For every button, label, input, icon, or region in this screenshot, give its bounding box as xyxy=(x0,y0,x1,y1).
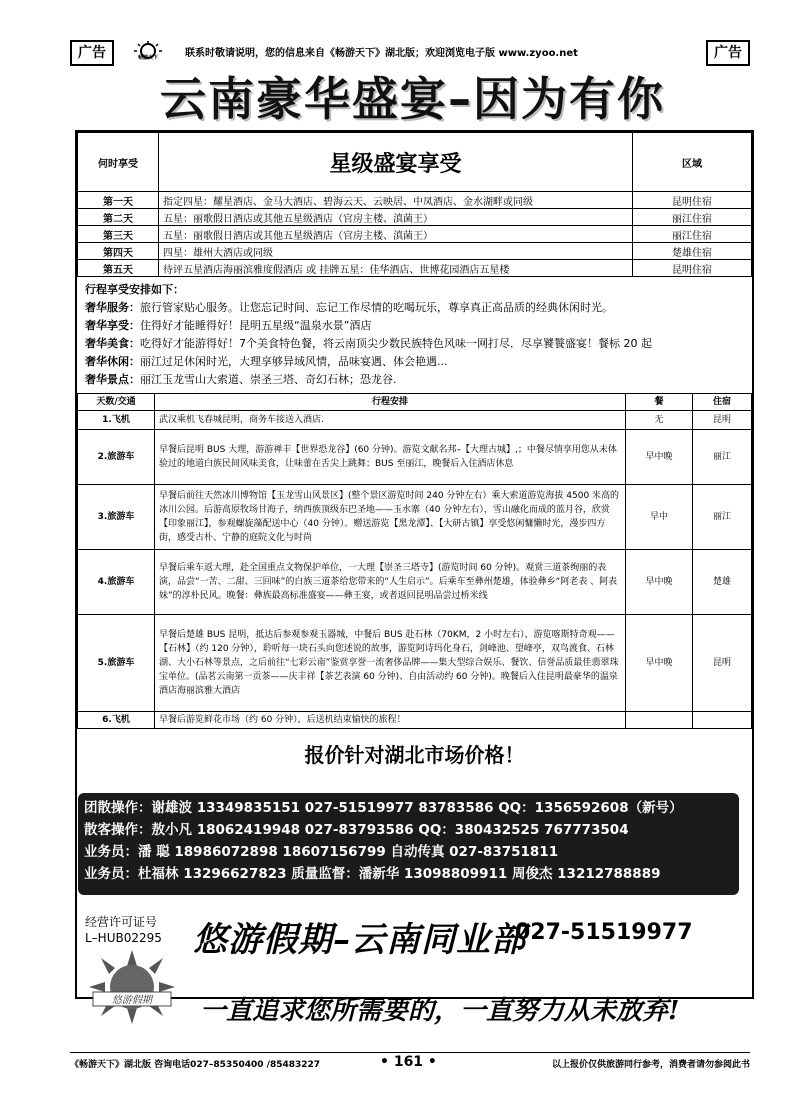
schedule-label: 奢华休闲： xyxy=(85,355,140,368)
day-row xyxy=(78,260,752,277)
day-label: 第四天 xyxy=(78,243,159,260)
itinerary-text: 早餐后游览鲜花市场（约 60 分钟），后送机结束愉快的旅程！ xyxy=(155,712,626,729)
top-notice: 联系时敬请说明，您的信息来自《畅游天下》湖北版；欢迎浏览电子版 www.zyoo.net xyxy=(185,48,578,59)
itinerary-row xyxy=(78,550,752,615)
ad-tag-right: 广告 xyxy=(706,40,750,66)
schedule-item xyxy=(85,317,744,335)
day-area: 丽江住宿 xyxy=(633,226,752,243)
page-footer xyxy=(70,1054,750,1070)
itinerary-meal: 早中晚 xyxy=(626,615,693,712)
ad-tag-left: 广告 xyxy=(70,40,114,66)
magazine-logo-icon xyxy=(120,41,176,61)
main-title: 云南豪华盛宴–因为有你 xyxy=(160,72,665,126)
schedule-block xyxy=(77,277,752,393)
itinerary-stay: 昆明 xyxy=(693,615,752,712)
schedule-label: 奢华景点： xyxy=(85,373,140,386)
day-row xyxy=(78,192,752,209)
itinerary-text: 早餐后昆明 BUS 大理，游游禅丰【世界恐龙谷】(60 分钟)。游览文献名邦–【大理古城】,；中餐尽情享用您从未体验过的地道白族民间风味美食，让味蕾在舌尖上跳舞；BUS 至丽江，晚餐后入住酒店休息 xyxy=(155,430,626,485)
schedule-title: 行程享受安排如下： xyxy=(85,283,184,296)
footer-divider xyxy=(70,1052,750,1053)
schedule-item xyxy=(85,353,744,371)
itinerary-row xyxy=(78,485,752,550)
itinerary-meal: 早中晚 xyxy=(626,550,693,615)
day-label: 第二天 xyxy=(78,209,159,226)
agency-logo-icon xyxy=(87,948,177,1026)
itinerary-meal: 无 xyxy=(626,411,693,430)
itinerary-row xyxy=(78,411,752,430)
license-label: 经营许可证号 xyxy=(85,915,158,929)
brand-area xyxy=(75,900,750,1006)
itinerary-stay xyxy=(693,712,752,729)
itinerary-text: 早餐后乘车返大理，赴全国重点文物保护单位，一大理【崇圣三塔寺】(游览时间 60 分钟)。观赏三道茶绚丽的表演，品尝“一苦、二甜、三回味”的白族三道茶给您带来的“人生启示”。后乘车至彝州楚雄，体验彝乡“阿老表 、阿表妹”的淳朴民风。晚餐：彝族最高标准盛宴——彝王宴，或者返回昆明品尝过桥米线 xyxy=(155,550,626,615)
itinerary-text: 早餐后楚雄 BUS 昆明，抵达后参观参观玉器城，中餐后 BUS 赴石林（70KM，2 小时左右），游览喀斯特奇观——【石林】（约 120 分钟），聆听每一块石头向您述说的故事，游览阿诗玛化身石，剑峰池、望峰亭，双鸟渡食、石林湖、大小石林等景点，之后前往“七彩云南”鉴赏享誉一流奢侈品牌——集大型综合娱乐、餐饮、信誉品质最佳翡翠珠宝单位。(品茗云南第一贡茶——庆丰祥【茶艺表演 60 分钟)、自由活动约 60 分钟)。晚餐后入住昆明最豪华的温泉酒店海丽滨雅大酒店 xyxy=(155,615,626,712)
day-row xyxy=(78,243,752,260)
day-hotel: 四星：雄州大酒店或同级 xyxy=(159,243,633,260)
header-area: 区域 xyxy=(633,133,752,192)
itinerary-transport: 3.旅游车 xyxy=(78,485,155,550)
header-when: 何时享受 xyxy=(78,133,159,192)
day-label: 第一天 xyxy=(78,192,159,209)
hotel-table xyxy=(77,132,752,277)
itinerary-transport: 6.飞机 xyxy=(78,712,155,729)
schedule-text: 旅行管家贴心服务。让您忘记时间、忘记工作尽情的吃喝玩乐，尊享真正高品质的经典休闲时光。 xyxy=(140,301,613,314)
itinerary-stay: 丽江 xyxy=(693,430,752,485)
schedule-item xyxy=(85,371,744,389)
itinerary-row xyxy=(78,615,752,712)
itinerary-header-plan: 行程安排 xyxy=(155,394,626,411)
contact-panel xyxy=(78,793,739,895)
day-row xyxy=(78,226,752,243)
slogan: 一直追求您所需要的，一直努力从未放弃! xyxy=(200,996,680,1026)
brand-phone: 027-51519977 xyxy=(515,920,693,945)
schedule-label: 奢华美食： xyxy=(85,337,140,350)
day-area: 昆明住宿 xyxy=(633,192,752,209)
itinerary-text: 早餐后前往天然冰川博物馆【玉龙雪山风景区】(整个景区游览时间 240 分钟左右）乘大索道游览海拔 4500 米高的冰川公园。后游高原牧场甘海子，纳西族顶级东巴圣地——玉水寨（40 分钟左右），雪山融化而成的蓝月谷，欣赏【印象丽江】，参观螺旋藻配送中心（40 分钟）。赠送游览【黑龙潭】、【大研古镇】享受悠闲慵懒时光，漫步四方街，感受古朴、宁静的庭院文化与时尚 xyxy=(155,485,626,550)
license-number: L–HUB02295 xyxy=(85,931,162,945)
headline xyxy=(75,68,750,130)
schedule-text: 丽江过足休闲时光，大理享够异域风情，品味宴遇、体会艳遇... xyxy=(140,355,448,368)
day-row xyxy=(78,209,752,226)
agency-logo-text: 悠游假期 xyxy=(112,995,152,1006)
itinerary-row xyxy=(78,430,752,485)
schedule-label: 奢华服务： xyxy=(85,301,140,314)
contact-row: 团散操作：谢雄波 13349835151 027-51519977 83783586 QQ：1356592608（新号） xyxy=(84,800,683,816)
itinerary-transport: 4.旅游车 xyxy=(78,550,155,615)
itinerary-row xyxy=(78,712,752,729)
price-note: 报价针对湖北市场价格！ xyxy=(304,743,525,767)
schedule-item xyxy=(85,299,744,317)
schedule-item xyxy=(85,335,744,353)
itinerary-transport: 2.旅游车 xyxy=(78,430,155,485)
day-area: 楚雄住宿 xyxy=(633,243,752,260)
itinerary-header-transport: 天数/交通 xyxy=(78,394,155,411)
itinerary-table xyxy=(77,393,752,729)
footer-left: 《畅游天下》湖北版 咨询电话027–85350400 /85483227 xyxy=(70,1060,321,1070)
contact-row: 业务员：潘 聪 18986072898 18607156799 自动传真 027-83751811 xyxy=(84,844,559,860)
day-hotel: 待评五星酒店海丽滨雅度假酒店 或 挂牌五星：佳华酒店、世博花园酒店五星楼 xyxy=(159,260,633,277)
top-bar xyxy=(70,40,750,64)
itinerary-stay: 昆明 xyxy=(693,411,752,430)
itinerary-meal: 早中 xyxy=(626,485,693,550)
page-number: • 161 • xyxy=(380,1054,437,1070)
schedule-text: 吃得好才能游得好！7个美食特色餐，将云南顶尖少数民族特色风味一网打尽．尽享饕餮盛宴！餐标 20 起 xyxy=(140,337,652,350)
day-hotel: 五星：丽歌假日酒店或其他五星级酒店（官房主楼、滇菌王） xyxy=(159,226,633,243)
itinerary-meal: 早中晚 xyxy=(626,430,693,485)
day-area: 丽江住宿 xyxy=(633,209,752,226)
itinerary-header-meal: 餐 xyxy=(626,394,693,411)
magazine-logo-text: 畅游天下 xyxy=(137,55,159,61)
itinerary-stay: 丽江 xyxy=(693,485,752,550)
contact-row: 散客操作：敖小凡 18062419948 027-83793586 QQ：380432525 767773504 xyxy=(84,822,629,838)
footer-right: 以上报价仅供旅游同行参考，消费者请勿参阅此书 xyxy=(551,1060,750,1070)
itinerary-text: 武汉乘机飞春城昆明，商务车接送入酒店. xyxy=(155,411,626,430)
day-hotel: 指定四星：耀星酒店、金马大酒店、碧海云天、云映居、中凤酒店、金水湖畔或同级 xyxy=(159,192,633,209)
itinerary-transport: 1.飞机 xyxy=(78,411,155,430)
header-feast: 星级盛宴享受 xyxy=(159,133,633,192)
schedule-text: 丽江玉龙雪山大索道、崇圣三塔、奇幻石林；恐龙谷. xyxy=(140,373,397,386)
day-area: 昆明住宿 xyxy=(633,260,752,277)
contact-row: 业务员：杜福林 13296627823 质量监督：潘新华 13098809911 周俊杰 13212788889 xyxy=(84,866,661,882)
itinerary-meal xyxy=(626,712,693,729)
day-label: 第五天 xyxy=(78,260,159,277)
day-label: 第三天 xyxy=(78,226,159,243)
schedule-label: 奢华享受： xyxy=(85,319,140,332)
itinerary-stay: 楚雄 xyxy=(693,550,752,615)
itinerary-transport: 5.旅游车 xyxy=(78,615,155,712)
schedule-text: 住得好才能睡得好！昆明五星级“温泉水景”酒店 xyxy=(140,319,372,332)
license-block xyxy=(85,914,162,946)
itinerary-header-stay: 住宿 xyxy=(693,394,752,411)
brand-name: 悠游假期–云南同业部 xyxy=(193,920,526,960)
day-hotel: 五星：丽歌假日酒店或其他五星级酒店（官房主楼、滇菌王） xyxy=(159,209,633,226)
